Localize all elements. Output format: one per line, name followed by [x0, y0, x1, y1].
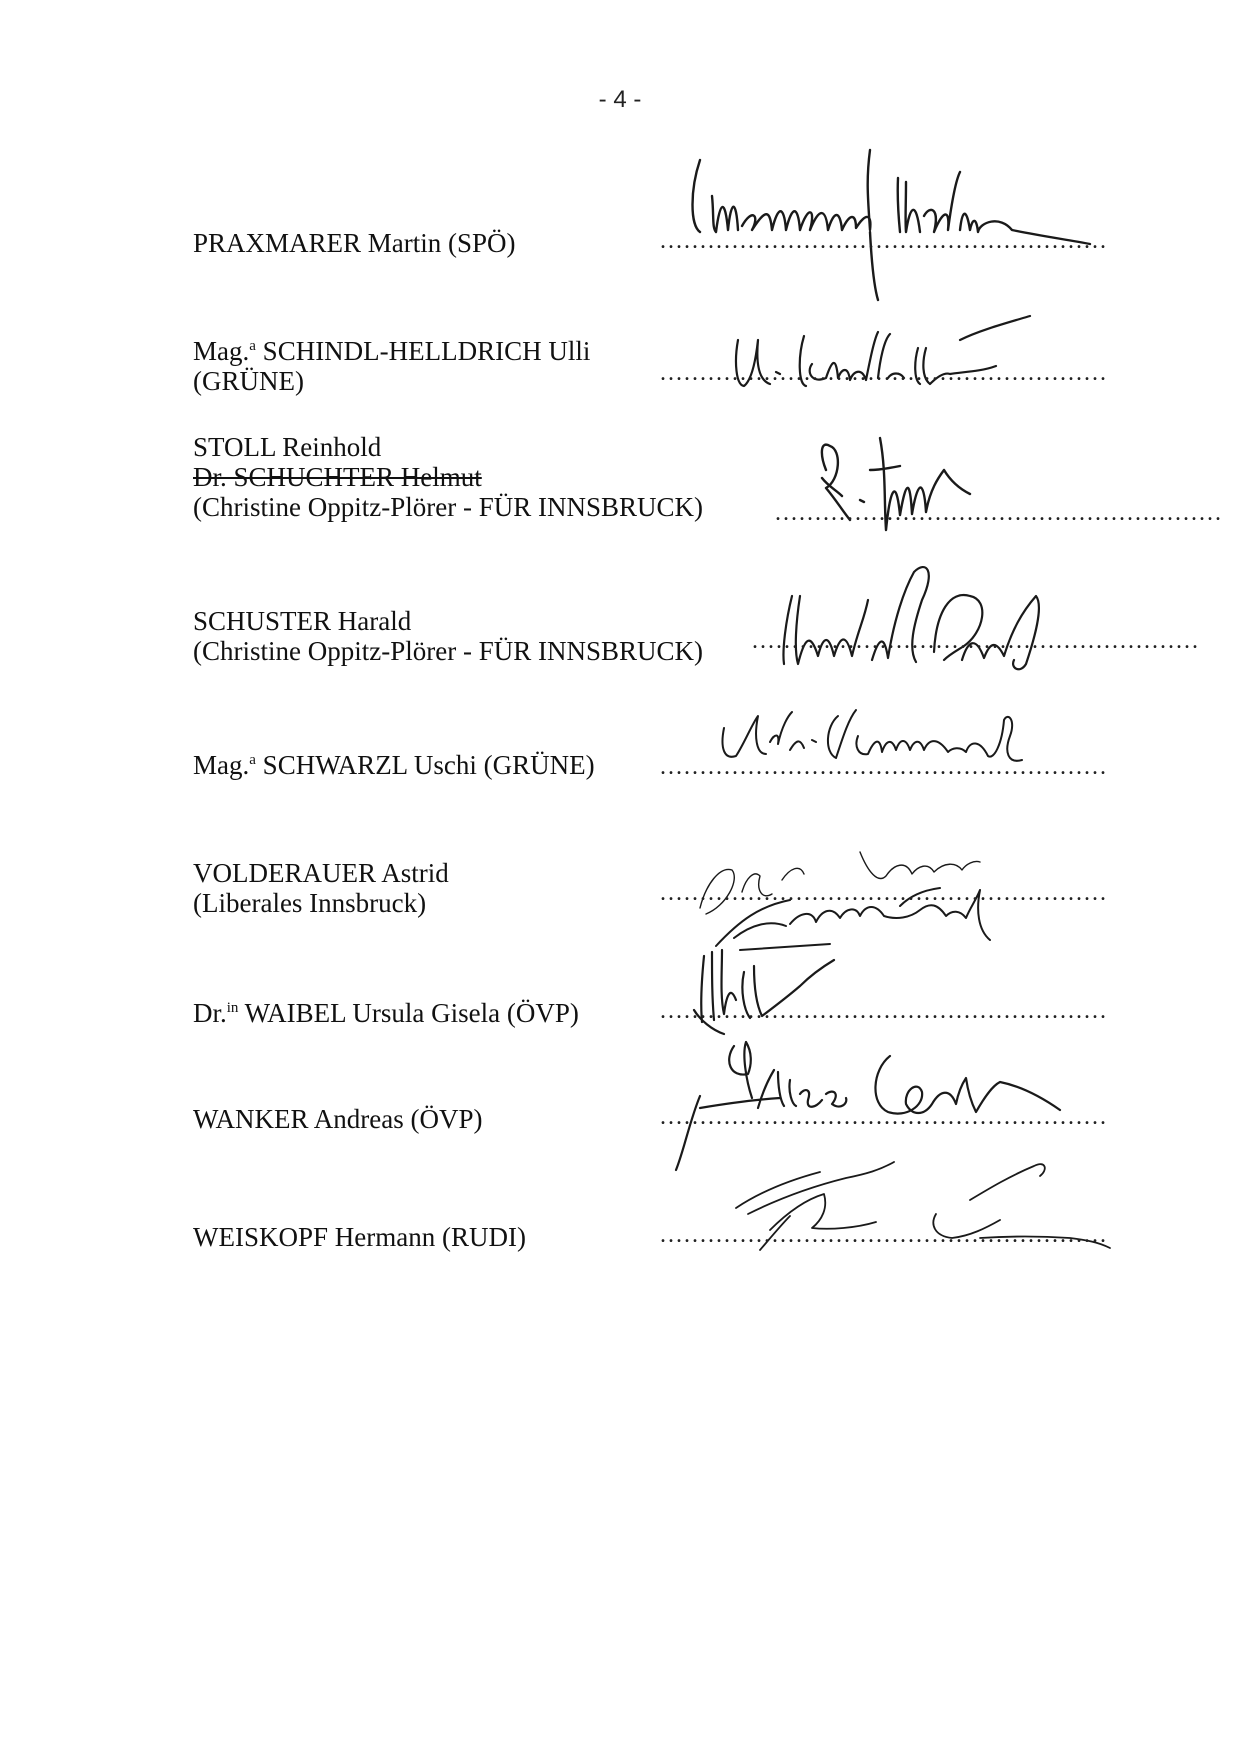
signature-line: ........................................................	[660, 360, 1108, 386]
name-text: (Christine Oppitz-Plörer - FÜR INNSBRUCK)	[193, 636, 703, 666]
signature-praxmarer	[693, 150, 1091, 300]
name-text: Mag.	[193, 750, 250, 780]
name-text: (Christine Oppitz-Plörer - FÜR INNSBRUCK)	[193, 492, 703, 522]
name-text: VOLDERAUER Astrid	[193, 858, 449, 888]
signature-line: ........................................................	[775, 500, 1223, 526]
name-text: Dr.	[193, 998, 227, 1028]
name-text: SCHUSTER Harald	[193, 606, 412, 636]
signature-line: ........................................................	[752, 628, 1200, 654]
name-text: Mag.	[193, 336, 250, 366]
name-text: WAIBEL Ursula Gisela (ÖVP)	[238, 998, 579, 1028]
struck-name: Dr. SCHUCHTER Helmut	[193, 462, 482, 492]
title-superscript: in	[226, 1000, 239, 1016]
name-text: SCHINDL-HELLDRICH Ulli	[255, 336, 591, 366]
signature-line: ........................................................	[660, 998, 1108, 1024]
name-text: (Liberales Innsbruck)	[193, 888, 427, 918]
signature-line: ........................................................	[660, 228, 1108, 254]
name-text: SCHWARZL Uschi (GRÜNE)	[255, 750, 595, 780]
signature-line: ........................................................	[660, 1222, 1108, 1248]
signature-line: ........................................................	[660, 880, 1108, 906]
name-text: STOLL Reinhold	[193, 432, 382, 462]
title-superscript: a	[249, 752, 256, 768]
name-text: WEISKOPF Hermann (RUDI)	[193, 1222, 526, 1252]
page-number: - 4 -	[598, 86, 642, 113]
name-text: (GRÜNE)	[193, 366, 304, 396]
signature-line: ........................................................	[660, 1104, 1108, 1130]
name-text: WANKER Andreas (ÖVP)	[193, 1104, 483, 1134]
title-superscript: a	[249, 338, 256, 354]
name-text: PRAXMARER Martin (SPÖ)	[193, 228, 516, 258]
signature-line: ........................................................	[660, 754, 1108, 780]
